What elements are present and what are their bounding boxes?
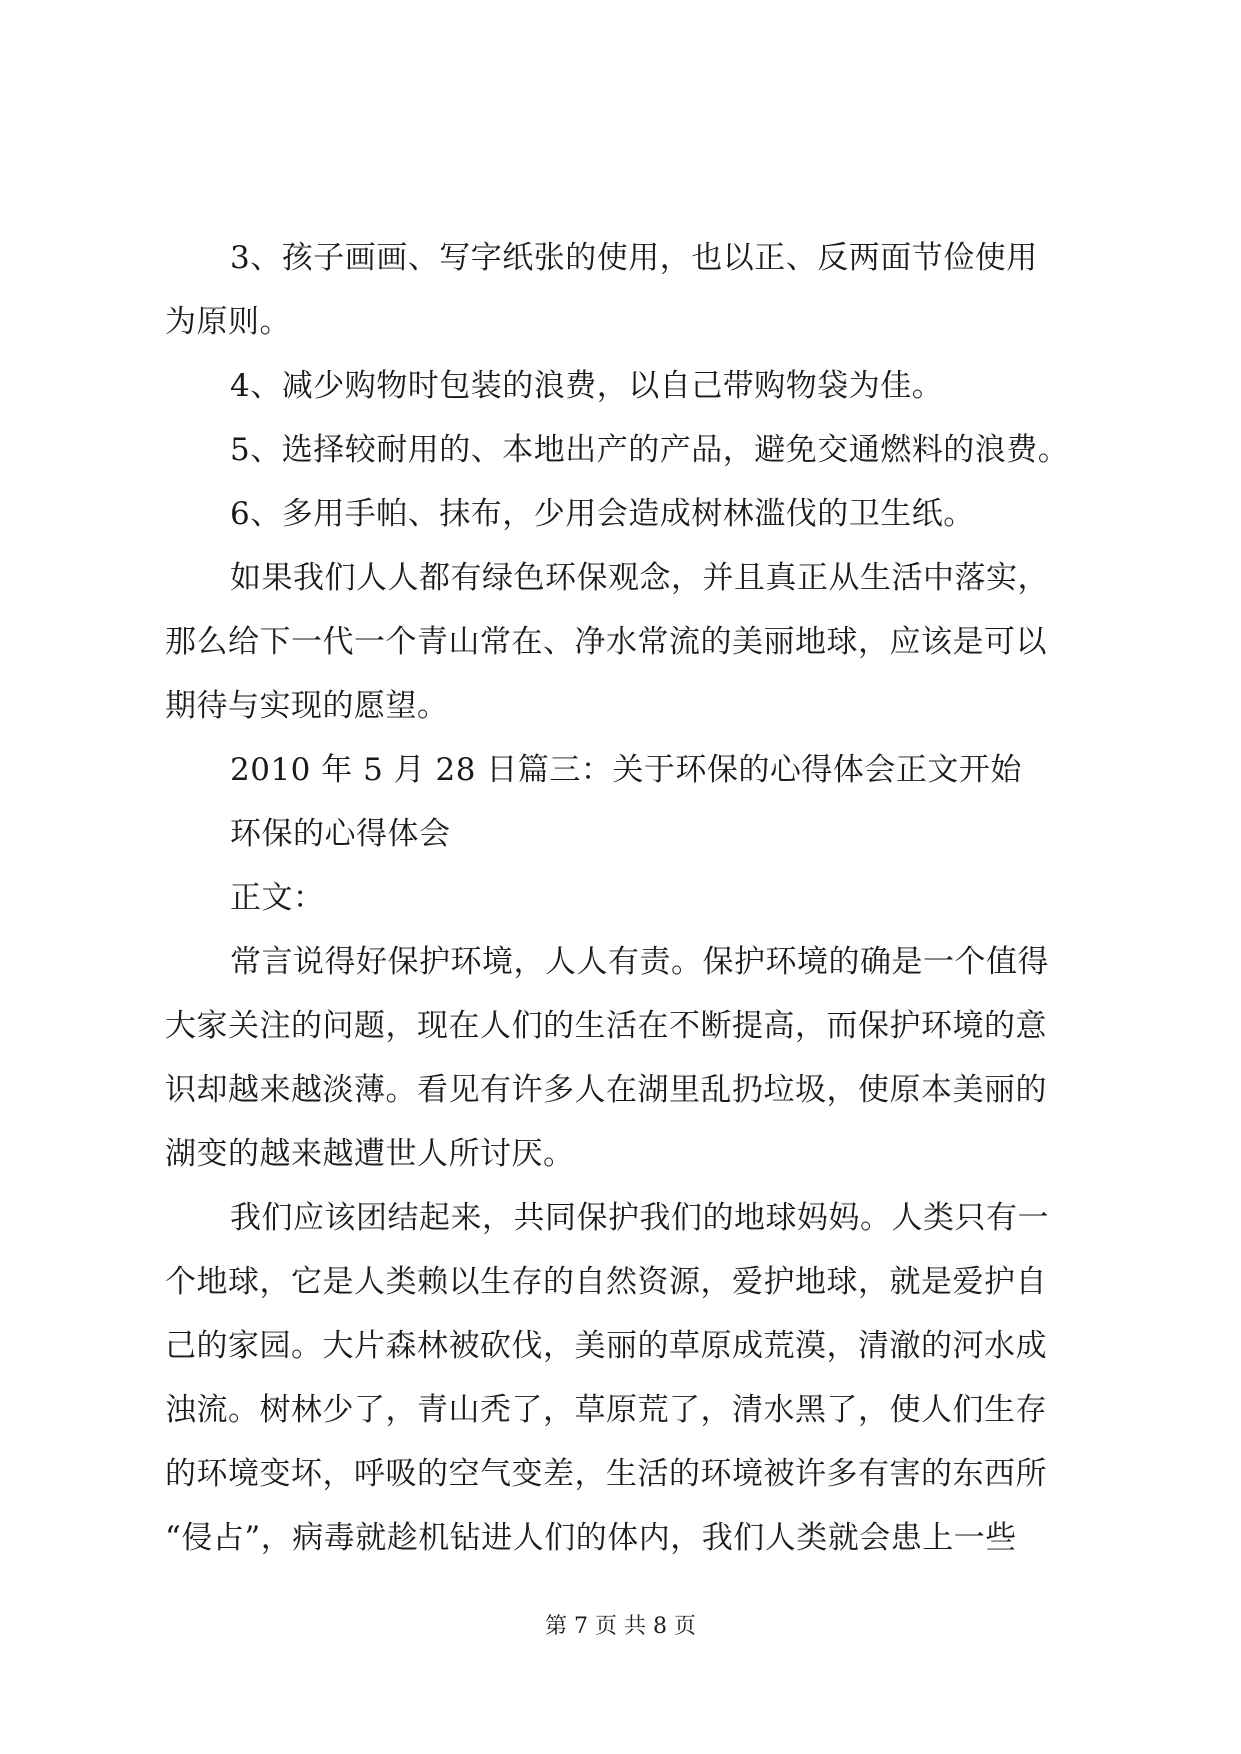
text-line: 个地球，它是人类赖以生存的自然资源，爱护地球，就是爱护自 — [165, 1264, 1047, 1300]
text-line: 常言说得好保护环境，人人有责。保护环境的确是一个值得 — [230, 944, 1049, 980]
page-number-footer: 第 7 页 共 8 页 — [545, 1614, 696, 1639]
text-line: 期待与实现的愿望。 — [165, 688, 449, 724]
section-title: 环保的心得体会 — [230, 816, 451, 852]
text-line: 识却越来越淡薄。看见有许多人在湖里乱扔垃圾，使原本美丽的 — [165, 1072, 1047, 1108]
text-line: 我们应该团结起来，共同保护我们的地球妈妈。人类只有一 — [230, 1200, 1049, 1236]
text-line: 6、多用手帕、抹布，少用会造成树林滥伐的卫生纸。 — [230, 496, 975, 532]
text-line: 那么给下一代一个青山常在、净水常流的美丽地球，应该是可以 — [165, 624, 1047, 660]
text-line: “侵占”，病毒就趁机钻进人们的体内，我们人类就会患上一些 — [165, 1520, 1017, 1556]
text-line: 己的家园。大片森林被砍伐，美丽的草原成荒漠，清澈的河水成 — [165, 1328, 1047, 1364]
text-line: 浊流。树林少了，青山秃了，草原荒了，清水黑了，使人们生存 — [165, 1392, 1047, 1428]
text-line: 如果我们人人都有绿色环保观念，并且真正从生活中落实， — [230, 560, 1049, 596]
text-line: 4、减少购物时包装的浪费，以自己带购物袋为佳。 — [230, 368, 944, 404]
section-heading: 2010 年 5 月 28 日篇三：关于环保的心得体会正文开始 — [230, 752, 1022, 788]
text-line: 为原则。 — [165, 304, 291, 340]
text-line: 5、选择较耐用的、本地出产的产品，避免交通燃料的浪费。 — [230, 432, 1070, 468]
text-line: 3、孩子画画、写字纸张的使用，也以正、反两面节俭使用 — [230, 240, 1038, 276]
text-line: 正文： — [230, 880, 325, 916]
text-line: 大家关注的问题，现在人们的生活在不断提高，而保护环境的意 — [165, 1008, 1047, 1044]
text-line: 的环境变坏，呼吸的空气变差，生活的环境被许多有害的东西所 — [165, 1456, 1047, 1492]
text-line: 湖变的越来越遭世人所讨厌。 — [165, 1136, 575, 1172]
